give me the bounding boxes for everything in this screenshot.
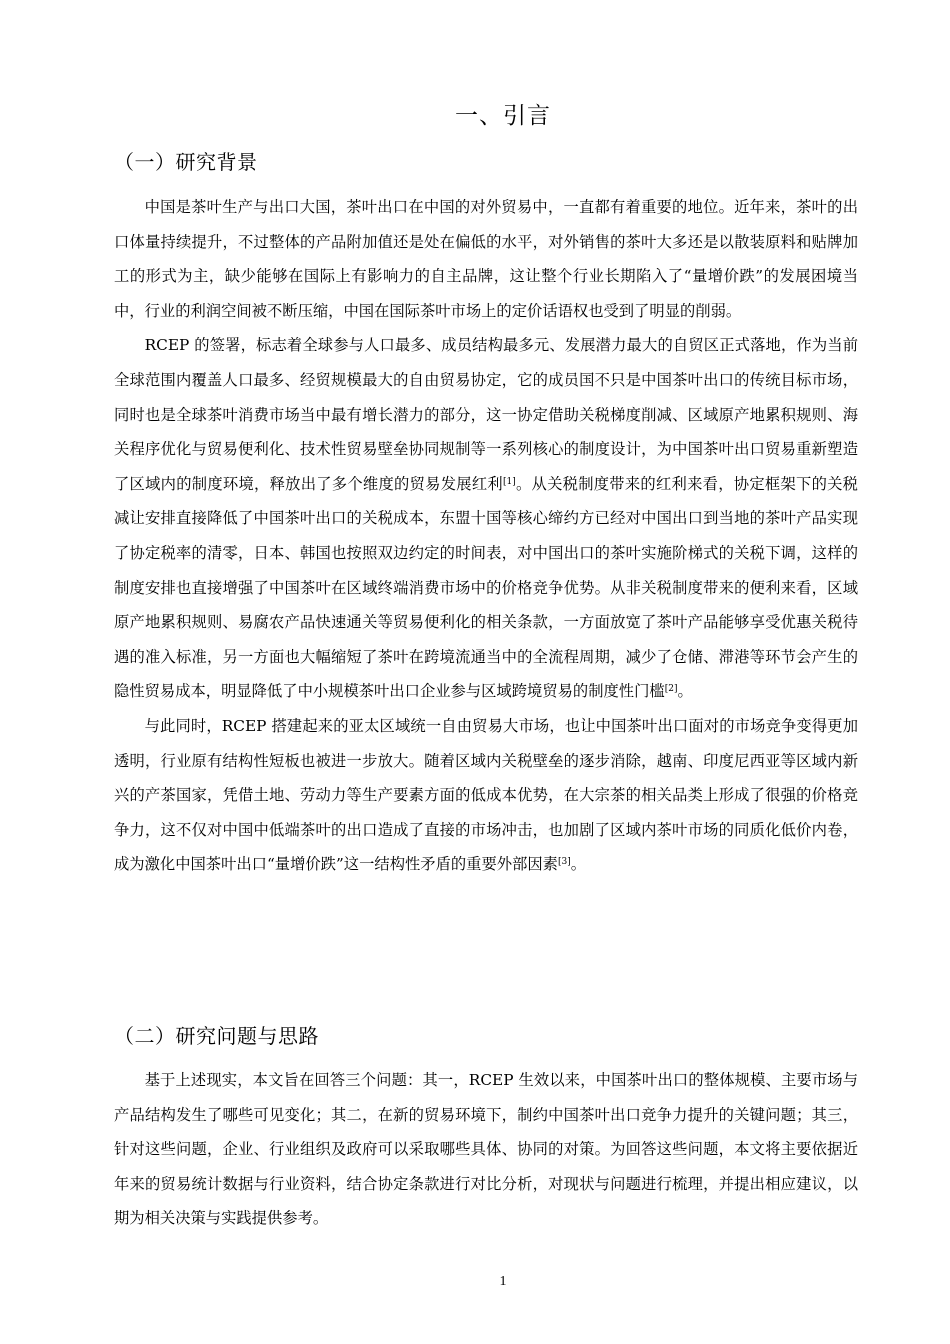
paragraph-text: RCEP 的签署，标志着全球参与人口最多、成员结构最多元、发展潜力最大的自贸区正式落地，作为当前全球范围内覆盖人口最多、经贸规模最大的自由贸易协定，它的成员国不只是中国茶叶出口的传统目标市场，同时也是全球茶叶消费市场当中最有增长潜力的部分，这一协定借助关税梯度削减、区域原产地累积规则、海关程序优化与贸易便利化、技术性贸易壁垒协同规制等一系列核心的制度设计，为中国茶叶出口贸易重新塑造了区域内的制度环境，释放出了多个维度的贸易发展红利 <box>114 336 858 493</box>
paragraph-text: 。从关税制度带来的红利来看，协定框架下的关税减让安排直接降低了中国茶叶出口的关税成本，东盟十国等核心缔约方已经对中国出口到当地的茶叶产品实现了协定税率的清零，日本、韩国也按照双边约定的时间表，对中国出口的茶叶实施阶梯式的关税下调，这样的制度安排也直接增强了中国茶叶在区域终端消费市场中的价格竞争优势。从非关税制度带来的便利来看，区域原产地累积规则、易腐农产品快速通关等贸易便利化的相关条款，一方面放宽了茶叶产品能够享受优惠关税待遇的准入标准，另一方面也大幅缩短了茶叶在跨境流通当中的全流程周期，减少了仓储、滞港等环节会产生的隐性贸易成本，明显降低了中小规模茶叶出口企业参与区域跨境贸易的制度性门槛 <box>114 474 858 701</box>
paragraph-text: 基于上述现实，本文旨在回答三个问题：其一，RCEP 生效以来，中国茶叶出口的整体规模、主要市场与产品结构发生了哪些可见变化；其二，在新的贸易环境下，制约中国茶叶出口竞争力提升的关键问题；其三，针对这些问题，企业、行业组织及政府可以采取哪些具体、协同的对策。为回答这些问题，本文将主要依据近年来的贸易统计数据与行业资料，结合协定条款进行对比分析，对现状与问题进行梳理，并提出相应建议，以期为相关决策与实践提供参考。 <box>114 1071 858 1228</box>
section-title-research-background: （一）研究背景 <box>114 150 258 174</box>
paragraph-text: 。 <box>570 855 587 874</box>
paragraph-text: 。 <box>677 682 693 701</box>
citation-reference: [1] <box>502 476 516 487</box>
citation-reference: [2] <box>664 684 678 695</box>
body-paragraph <box>114 709 858 882</box>
body-paragraph <box>114 190 858 328</box>
citation-reference: [3] <box>557 857 571 868</box>
page-number: 1 <box>499 1274 507 1289</box>
section-body-research-background <box>114 190 858 882</box>
body-paragraph <box>114 328 858 709</box>
chapter-title: 一、引言 <box>455 103 551 129</box>
paragraph-text: 与此同时，RCEP 搭建起来的亚太区域统一自由贸易大市场，也让中国茶叶出口面对的市场竞争变得更加透明，行业原有结构性短板也被进一步放大。随着区域内关税壁垒的逐步消除，越南、印度尼西亚等区域内新兴的产茶国家，凭借土地、劳动力等生产要素方面的低成本优势，在大宗茶的相关品类上形成了很强的价格竞争力，这不仅对中国中低端茶叶的出口造成了直接的市场冲击，也加剧了区域内茶叶市场的同质化低价内卷，成为激化中国茶叶出口“量增价跌”这一结构性矛盾的重要外部因素 <box>114 716 858 874</box>
paragraph-text: 中国是茶叶生产与出口大国，茶叶出口在中国的对外贸易中，一直都有着重要的地位。近年来，茶叶的出口体量持续提升，不过整体的产品附加值还是处在偏低的水平，对外销售的茶叶大多还是以散装原料和贴牌加工的形式为主，缺少能够在国际上有影响力的自主品牌，这让整个行业长期陷入了“量增价跌”的发展困境当中，行业的利润空间被不断压缩，中国在国际茶叶市场上的定价话语权也受到了明显的削弱。 <box>114 198 858 320</box>
body-paragraph <box>114 1063 858 1236</box>
section-title-research-questions: （二）研究问题与思路 <box>114 1024 319 1048</box>
section-body-research-questions <box>114 1063 858 1236</box>
